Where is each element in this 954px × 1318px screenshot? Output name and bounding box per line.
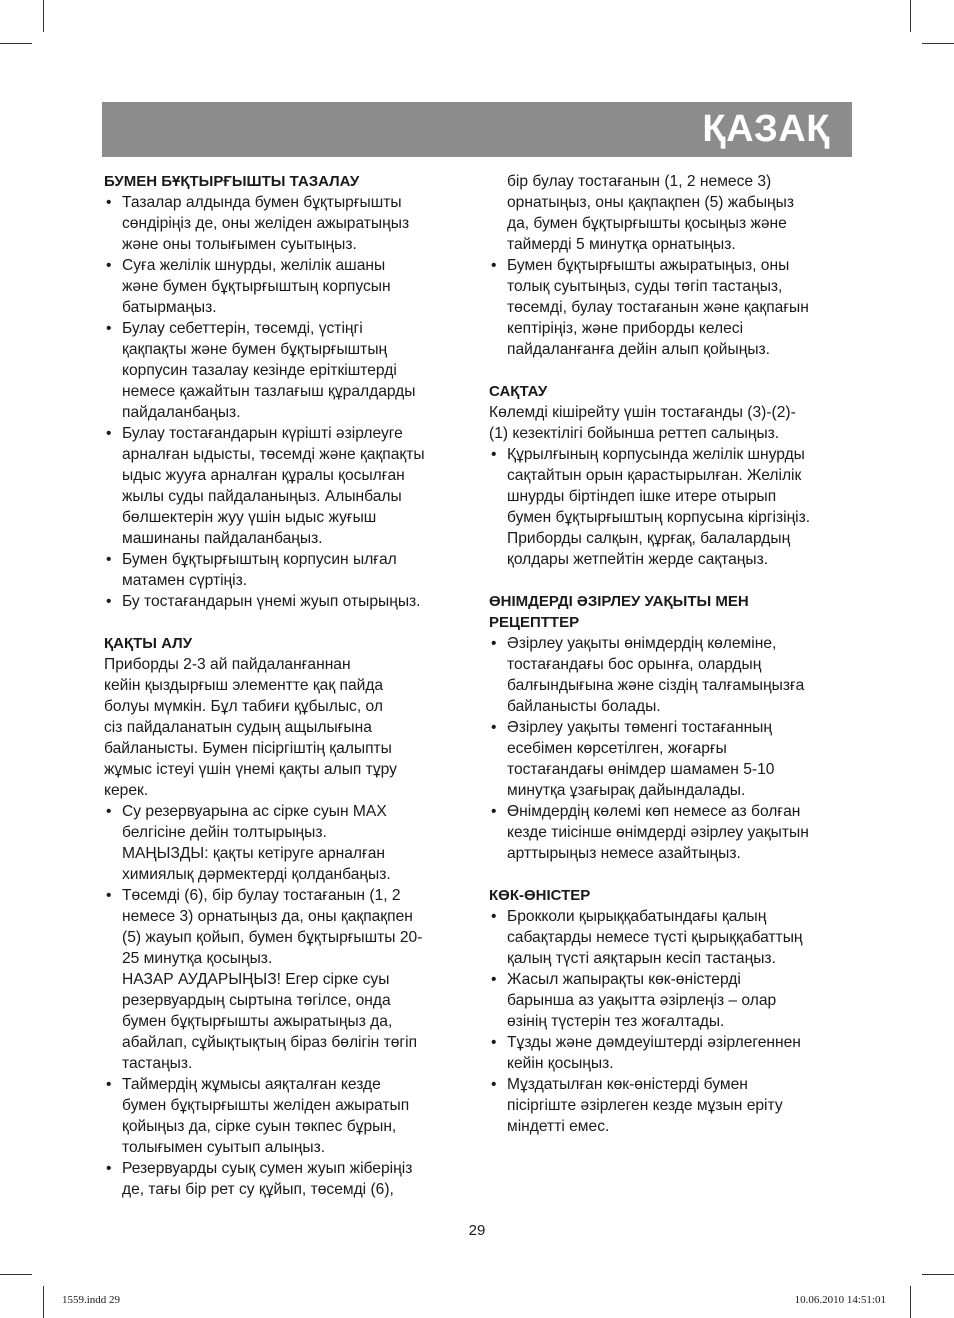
text-line: батырмаңыз. — [122, 299, 217, 316]
text-line: пайдаланғанға дейін алып қойыңыз. — [507, 341, 771, 358]
text-line: Көлемді кішірейту үшін тостағанды (3)-(2)- — [489, 404, 796, 421]
list-item — [489, 801, 859, 864]
list-item — [489, 1074, 859, 1137]
text-line: ыдыс жууға арналған құралы қосылған — [122, 467, 405, 484]
page-number: 29 — [468, 1222, 486, 1239]
spacer — [104, 612, 476, 633]
text-line: резервуардың сыртына төгілсе, онда — [122, 992, 391, 1009]
text-line: немесе 3) орнатыңыз да, оны қақпақпен — [122, 908, 413, 925]
text-line: да, бумен бұқтырғышты қосыңыз және — [507, 215, 787, 232]
text-line: толығымен суытып алыңыз. — [122, 1139, 326, 1156]
text-line: (5) жауып қойып, бумен бұқтырғышты 20- — [122, 929, 423, 946]
spacer — [489, 864, 859, 885]
text-line: бөлшектерін жуу үшін ыдыс жуғыш — [122, 509, 377, 526]
list-item — [104, 801, 476, 885]
cooking-list — [489, 633, 859, 864]
text-line: • Жасыл жапырақты көк-өністерді — [507, 971, 741, 988]
text-line: машинаны пайдаланбаңыз. — [122, 530, 323, 547]
descaling-intro — [104, 654, 476, 801]
section-heading-vegetables: КӨК-ӨНІСТЕР — [489, 887, 591, 904]
text-line: Приборды салқын, құрғақ, балалардың — [507, 530, 791, 547]
text-line: балғындығына және сіздің талғамыңызға — [507, 677, 805, 694]
crop-mark — [922, 43, 954, 44]
text-line: • Бумен бұқтырғышты ажыратыңыз, оны — [507, 257, 790, 274]
text-line: химиялық дәрмектерді қолданбаңыз. — [122, 866, 391, 883]
crop-mark — [43, 1286, 44, 1318]
text-line: тастаңыз. — [122, 1055, 193, 1072]
page-title: ҚАЗАҚ — [702, 108, 830, 150]
text-line: орнатыңыз, оны қақпақпен (5) жабыңыз — [507, 194, 795, 211]
list-item — [104, 591, 476, 612]
text-line: • Булау тостағандарын күрішті әзірлеуге — [122, 425, 403, 442]
text-line: • Су резервуарына ас сірке суын MAX — [122, 803, 387, 820]
list-item — [489, 906, 859, 969]
text-line: • Әзірлеу уақыты өнімдердің көлеміне, — [507, 635, 777, 652]
text-line: абайлап, сұйықтықтың біраз бөлігін төгіп — [122, 1034, 418, 1051]
text-line: де, тағы бір рет су құйып, төсемді (6), — [122, 1181, 394, 1198]
text-line: тостағандағы өнімдер шамамен 5-10 — [507, 761, 775, 778]
text-line: таймерді 5 минутқа орнатыңыз. — [507, 236, 736, 253]
continuation-list — [489, 255, 859, 360]
text-line: белгісіне дейін толтырыңыз. — [122, 824, 327, 841]
text-line: • Төсемді (6), бір булау тостағанын (1, 2 — [122, 887, 401, 904]
text-line: есебімен көрсетілген, жоғарғы — [507, 740, 727, 757]
text-line: бумен бұқтырғышты желіден ажыратып — [122, 1097, 410, 1114]
file-slug: 1559.indd 29 — [62, 1294, 121, 1306]
list-item — [104, 255, 476, 318]
list-item — [104, 318, 476, 423]
text-line: Приборды 2-3 ай пайдаланғаннан — [104, 656, 351, 673]
text-line: кейін қосыңыз. — [507, 1055, 614, 1072]
text-line: кейін қыздырғыш элементте қақ пайда — [104, 677, 384, 694]
text-line: • Мұздатылған көк-өністерді бумен — [507, 1076, 748, 1093]
text-line: кезде тиісінше өнімдерді әзірлеу уақытын — [507, 824, 809, 841]
text-line: қойыңыз да, сірке суын төкпес бұрын, — [122, 1118, 397, 1135]
left-column — [104, 171, 476, 1200]
heading-line: ӨНІМДЕРДІ ӘЗІРЛЕУ УАҚЫТЫ МЕН — [489, 593, 749, 610]
text-line: корпусин тазалау кезінде еріткіштерді — [122, 362, 397, 379]
text-line: қолдары жетпейтін жерде сақтаңыз. — [507, 551, 769, 568]
crop-mark — [43, 0, 44, 32]
text-line: • Булау себеттерін, төсемді, үстіңгі — [122, 320, 363, 337]
text-line: жұмыс істеуі үшін үнемі қақты алып тұру — [104, 761, 397, 778]
text-line: байланысты. Бумен пісіргіштің қалыпты — [104, 740, 392, 757]
list-item — [104, 885, 476, 1074]
list-item — [489, 255, 859, 360]
text-line: матамен сүртіңіз. — [122, 572, 248, 589]
text-line: жылы суды пайдаланыңыз. Алынбалы — [122, 488, 402, 505]
text-line: • Өнімдердің көлемі көп немесе аз болған — [507, 803, 801, 820]
text-line: • Суға желілік шнурды, желілік ашаны — [122, 257, 386, 274]
text-line: МАҢЫЗДЫ: қақты кетіруге арналған — [122, 845, 386, 862]
text-line: және оны толығымен суытыңыз. — [122, 236, 357, 253]
list-item — [489, 1032, 859, 1074]
list-item — [489, 969, 859, 1032]
text-line: міндетті емес. — [507, 1118, 610, 1135]
text-line: • Бу тостағандарын үнемі жуып отырыңыз. — [122, 593, 421, 610]
section-heading-descaling: ҚАҚТЫ АЛУ — [104, 635, 193, 652]
list-item — [104, 1074, 476, 1158]
text-line: • Құрылғының корпусында желілік шнурды — [507, 446, 805, 463]
language-banner — [102, 102, 852, 157]
text-line: • Әзірлеу уақыты төменгі тостағанның — [507, 719, 773, 736]
list-item — [489, 444, 859, 570]
text-line: байланысты болады. — [507, 698, 661, 715]
spacer — [489, 360, 859, 381]
text-line: • Таймердің жұмысы аяқталған кезде — [122, 1076, 381, 1093]
text-line: сіз пайдаланатын судың ащылығына — [104, 719, 372, 736]
text-line: болуы мүмкін. Бұл табиғи құбылыс, ол — [104, 698, 383, 715]
text-line: төсемді, булау тостағанын және қақпағын — [507, 299, 809, 316]
vegetables-list — [489, 906, 859, 1137]
text-line: сөндіріңіз де, оны желіден ажыратыңыз — [122, 215, 410, 232]
storage-list — [489, 444, 859, 570]
section-heading-cleaning: БУМЕН БҰҚТЫРҒЫШТЫ ТАЗАЛАУ — [104, 173, 360, 190]
text-line: пісіргіште әзірлеген кезде мұзын еріту — [507, 1097, 783, 1114]
text-line: немесе қажайтын тазлағыш құралдарды — [122, 383, 416, 400]
right-column — [489, 171, 859, 1137]
crop-mark — [0, 43, 32, 44]
list-item — [104, 423, 476, 549]
text-line: өзінің түстерін тез жоғалтады. — [507, 1013, 725, 1030]
text-line: • Резервуарды суық сумен жуып жіберіңіз — [122, 1160, 413, 1177]
crop-mark — [910, 0, 911, 32]
list-item — [104, 1158, 476, 1200]
section-heading-cooking-times — [489, 591, 859, 633]
text-line: керек. — [104, 782, 149, 799]
section-heading-storage: САҚТАУ — [489, 383, 548, 400]
text-line: кептіріңіз, және приборды келесі — [507, 320, 744, 337]
text-line: • Тазалар алдында бумен бұқтырғышты — [122, 194, 402, 211]
continued-text — [507, 171, 859, 255]
text-line: шнурды біртіндеп ішке итере отырып — [507, 488, 777, 505]
list-item — [489, 717, 859, 801]
text-line: • Бумен бұқтырғыштың корпусин ылғал — [122, 551, 397, 568]
text-line: қалың түсті аяқтарын кесіп тастаңыз. — [507, 950, 776, 967]
storage-intro — [489, 402, 859, 444]
text-line: толық суытыңыз, суды төгіп тастаңыз, — [507, 278, 783, 295]
text-line: • Брокколи қырыққабатындағы қалың — [507, 908, 767, 925]
text-line: тостағандағы бос орынға, олардың — [507, 656, 762, 673]
date-slug: 10.06.2010 14:51:01 — [794, 1294, 886, 1306]
text-line: НАЗАР АУДАРЫҢЫЗ! Егер сірке суы — [122, 971, 390, 988]
text-line: (1) кезектілігі бойынша реттеп салыңыз. — [489, 425, 780, 442]
text-line: бумен бұқтырғышты ажыратыңыз да, — [122, 1013, 393, 1030]
text-line: бумен бұқтырғыштың корпусына кіргізіңіз. — [507, 509, 811, 526]
crop-mark — [910, 1286, 911, 1318]
list-item — [104, 549, 476, 591]
text-line: және бумен бұқтырғыштың корпусын — [122, 278, 391, 295]
spacer — [489, 570, 859, 591]
crop-mark — [0, 1274, 32, 1275]
text-line: қақпақты және бумен бұқтырғыштың — [122, 341, 388, 358]
text-line: сабақтарды немесе түсті қырыққабаттың — [507, 929, 803, 946]
cleaning-list — [104, 192, 476, 612]
heading-line: РЕЦЕПТТЕР — [489, 614, 580, 631]
text-line: • Тұзды және дәмдеуіштерді әзірлегеннен — [507, 1034, 801, 1051]
text-line: пайдаланбаңыз. — [122, 404, 241, 421]
text-line: 25 минутқа қосыңыз. — [122, 950, 273, 967]
text-line: арттырыңыз немесе азайтыңыз. — [507, 845, 741, 862]
text-line: минутқа ұзағырақ дайындалады. — [507, 782, 746, 799]
descaling-list — [104, 801, 476, 1200]
crop-mark — [922, 1274, 954, 1275]
text-line: барынша аз уақытта әзірлеңіз – олар — [507, 992, 777, 1009]
text-line: арналған ыдысты, төсемді және қақпақты — [122, 446, 425, 463]
text-line: бір булау тостағанын (1, 2 немесе 3) — [507, 173, 772, 190]
list-item — [104, 192, 476, 255]
text-line: сақтайтын орын қарастырылған. Желілік — [507, 467, 802, 484]
list-item — [489, 633, 859, 717]
